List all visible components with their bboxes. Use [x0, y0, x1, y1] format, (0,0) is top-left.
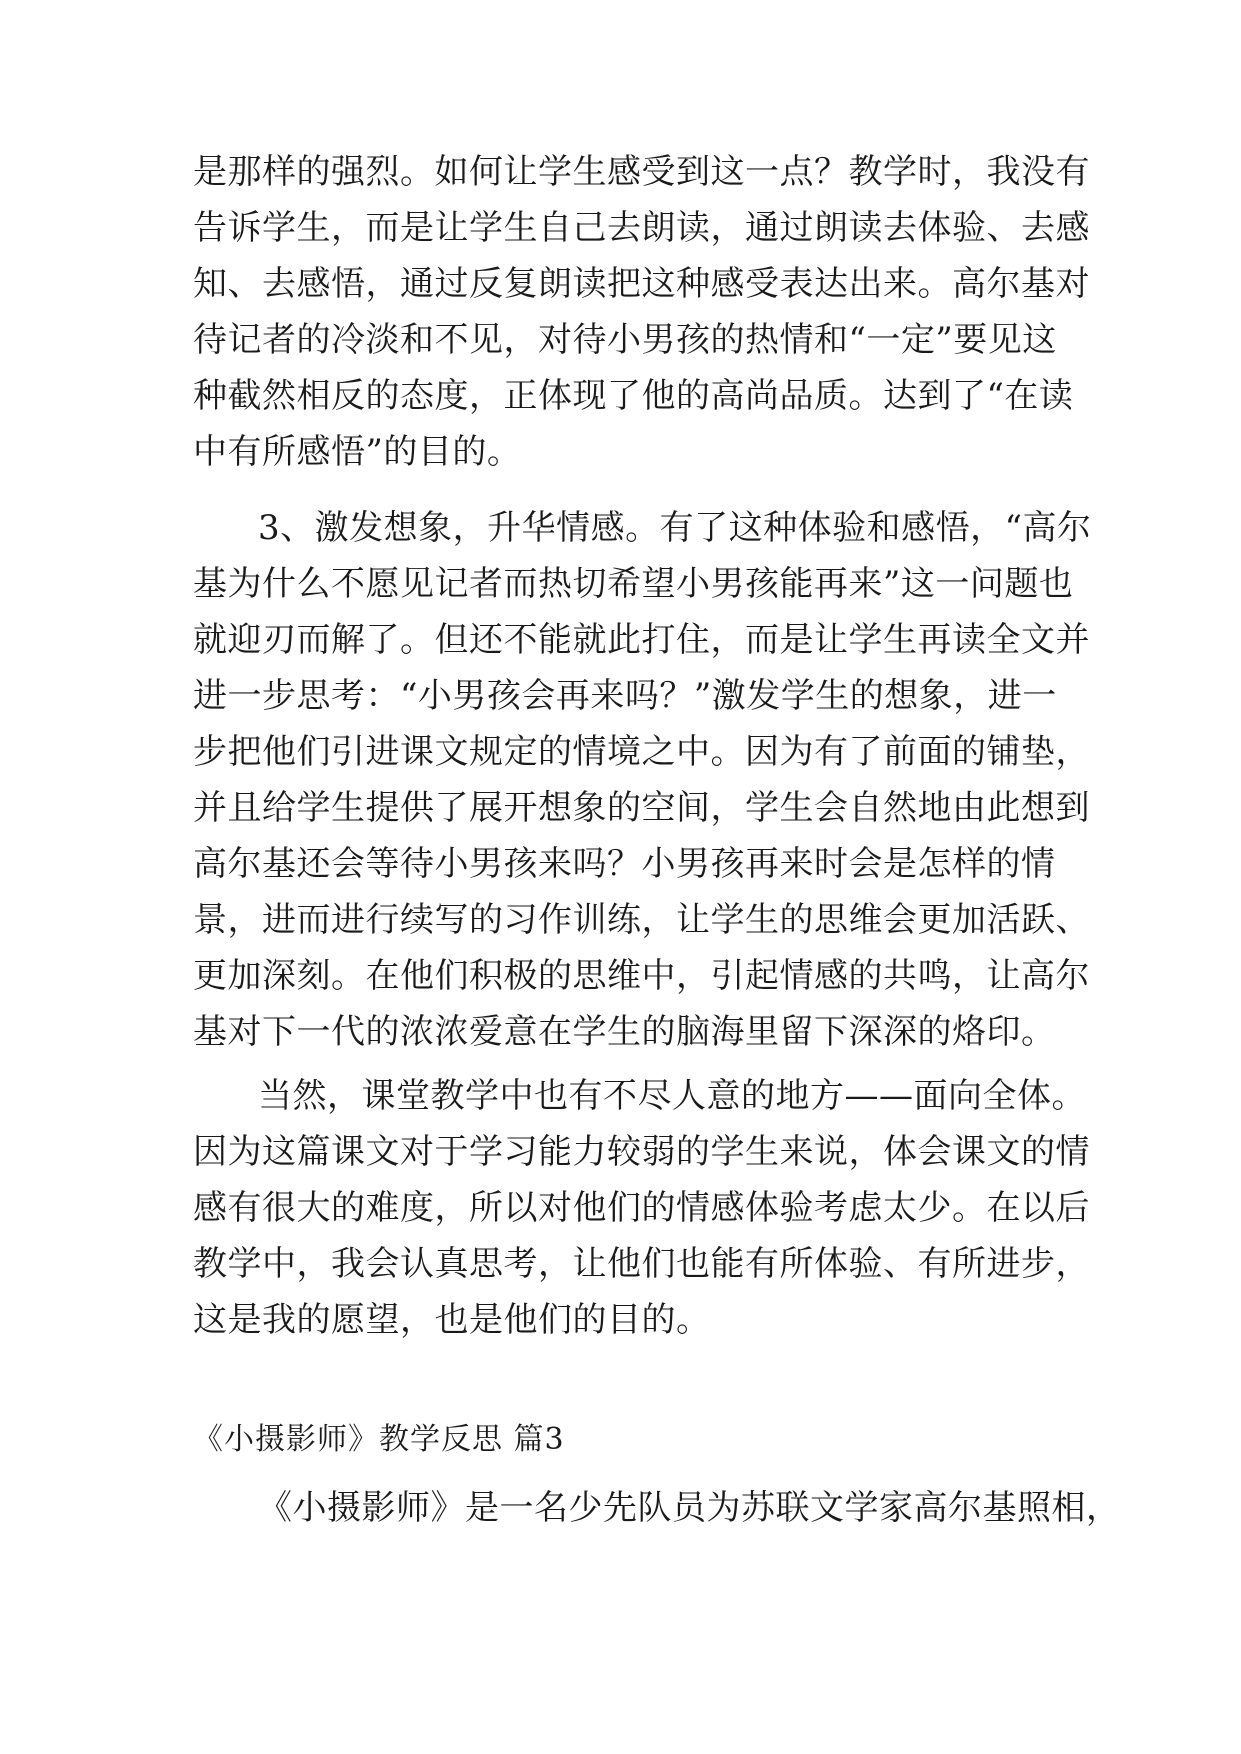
body-text-line: 步把他们引进课文规定的情境之中。因为有了前面的铺垫，	[193, 732, 1090, 772]
body-text-line: 基为什么不愿见记者而热切希望小男孩能再来”这一问题也	[193, 564, 1074, 604]
body-text-line: 待记者的冷淡和不见，对待小男孩的热情和“一定”要见这	[193, 320, 1057, 360]
body-text-line: 中有所感悟”的目的。	[193, 432, 522, 472]
body-text-line: 感有很大的难度，所以对他们的情感体验考虑太少。在以后	[193, 1188, 1090, 1228]
body-text-line: 这是我的愿望，也是他们的目的。	[193, 1300, 711, 1340]
body-text-line: 《小摄影师》是一名少先队员为苏联文学家高尔基照相，	[258, 1488, 1121, 1528]
body-text-line: 是那样的强烈。如何让学生感受到这一点？教学时，我没有	[193, 152, 1090, 192]
section-heading: 《小摄影师》教学反思 篇3	[193, 1422, 565, 1457]
body-text-line: 因为这篇课文对于学习能力较弱的学生来说，体会课文的情	[193, 1132, 1090, 1172]
body-text-line: 当然，课堂教学中也有不尽人意的地方——面向全体。	[258, 1076, 1086, 1116]
body-text-line: 教学中，我会认真思考，让他们也能有所体验、有所进步，	[193, 1244, 1090, 1284]
body-text-line: 景，进而进行续写的习作训练，让学生的思维会更加活跃、	[193, 900, 1090, 940]
body-text-line: 进一步思考：“小男孩会再来吗？”激发学生的想象，进一	[193, 676, 1057, 716]
body-text-line: 就迎刃而解了。但还不能就此打住，而是让学生再读全文并	[193, 620, 1090, 660]
body-text-line: 更加深刻。在他们积极的思维中，引起情感的共鸣，让高尔	[193, 956, 1090, 996]
body-text-line: 知、去感悟，通过反复朗读把这种感受表达出来。高尔基对	[193, 264, 1090, 304]
body-text-line: 基对下一代的浓浓爱意在学生的脑海里留下深深的烙印。	[193, 1012, 1056, 1052]
body-text-line: 3、激发想象，升华情感。有了这种体验和感悟，“高尔	[258, 508, 1092, 548]
body-text-line: 并且给学生提供了展开想象的空间，学生会自然地由此想到	[193, 788, 1090, 828]
body-text-line: 高尔基还会等待小男孩来吗？小男孩再来时会是怎样的情	[193, 844, 1056, 884]
body-text-line: 告诉学生，而是让学生自己去朗读，通过朗读去体验、去感	[193, 208, 1090, 248]
body-text-line: 种截然相反的态度，正体现了他的高尚品质。达到了“在读	[193, 376, 1074, 416]
